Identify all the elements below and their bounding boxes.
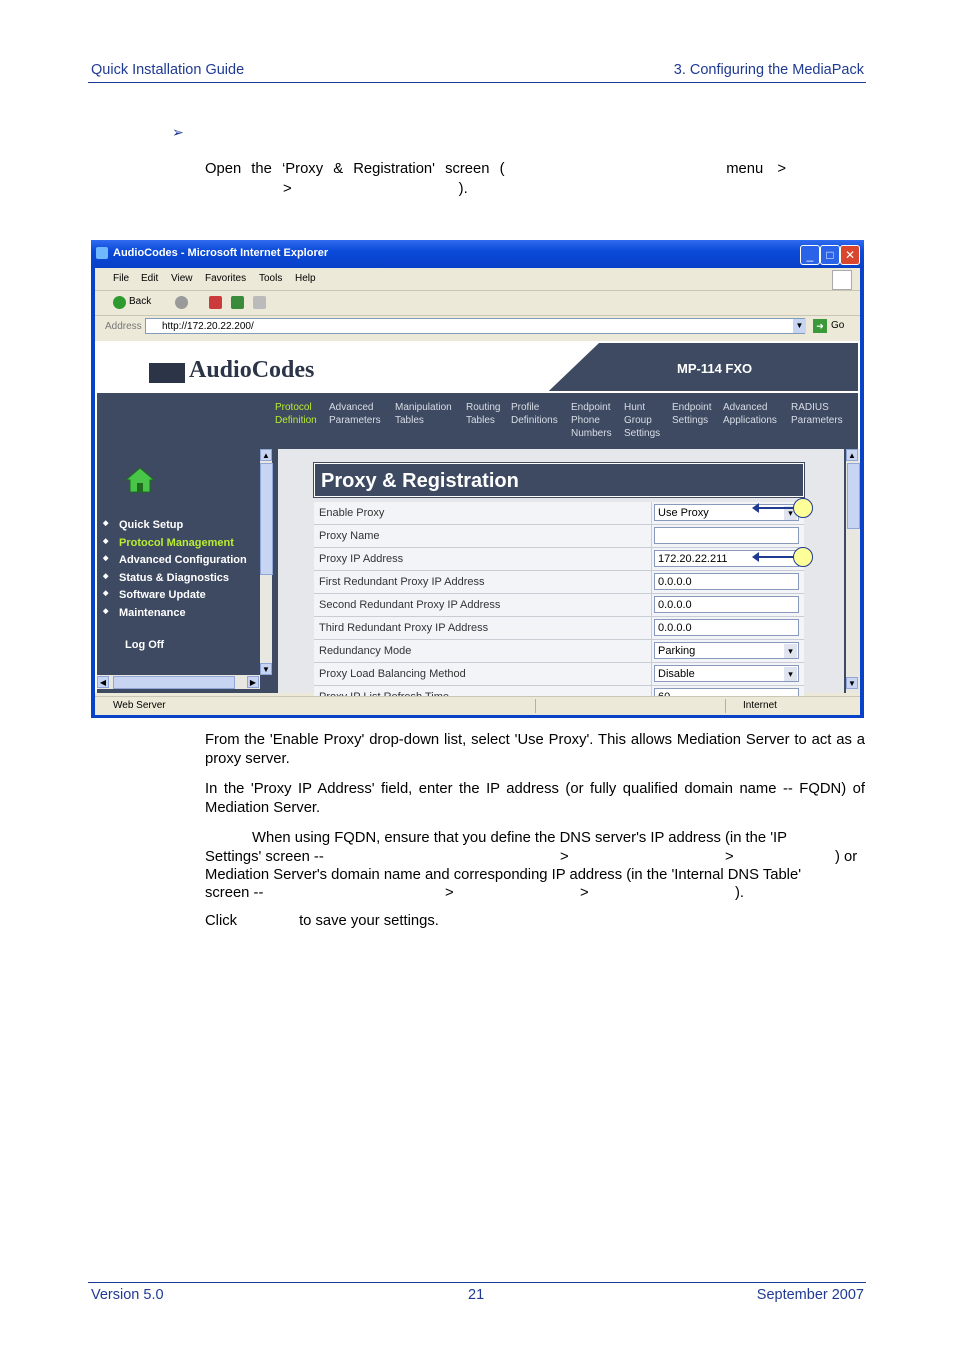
audiocodes-logo-icon (149, 363, 185, 383)
callout-marker-1 (793, 498, 813, 518)
status-zone: Internet (743, 700, 777, 711)
content-vertical-scrollbar[interactable] (846, 449, 860, 693)
side-item-software-update[interactable]: ◆ Software Update (119, 589, 206, 601)
status-text: Web Server (113, 700, 166, 711)
second-redundant-proxy-input[interactable]: 0.0.0.0 (654, 596, 799, 613)
content-scroll-thumb[interactable] (847, 463, 860, 529)
tab-protocol-definition[interactable]: Protocol Definition (275, 402, 317, 426)
note-text-g: ). (735, 885, 745, 901)
browser-menubar (95, 268, 860, 291)
footer-version: Version 5.0 (91, 1287, 164, 1303)
scroll-thumb[interactable] (260, 463, 273, 575)
note-line-2 (205, 848, 865, 866)
tab-advanced-parameters[interactable]: Advanced Parameters (329, 402, 381, 426)
browser-client (95, 268, 860, 714)
note-line-4 (205, 884, 865, 903)
tab-hunt-group-settings[interactable]: Hunt Group Settings (624, 402, 661, 439)
intro-paragraph (205, 160, 865, 198)
content-scroll-up-icon[interactable]: ▲ (846, 449, 858, 461)
tab-radius-parameters[interactable]: RADIUS Parameters (791, 402, 843, 426)
side-item-maintenance[interactable]: ◆ Maintenance (119, 607, 186, 619)
note-text-b: > (560, 848, 569, 865)
save-text-b: to save your settings. (299, 913, 439, 929)
procedure-bullet: ➢ (172, 124, 184, 140)
form-row (314, 663, 804, 686)
tab-manipulation-tables[interactable]: Manipulation Tables (395, 402, 452, 426)
browser-title: AudioCodes - Microsoft Internet Explorer (113, 247, 329, 259)
save-text-a: Click (205, 913, 238, 929)
footer-date: September 2007 (756, 1287, 864, 1303)
side-item-status-diagnostics[interactable]: ◆ Status & Diagnostics (119, 572, 229, 584)
tab-endpoint-phone-numbers[interactable]: Endpoint Phone Numbers (571, 402, 612, 439)
browser-toolbar (95, 291, 860, 316)
app-body (97, 393, 858, 693)
address-dropdown-icon[interactable]: ▼ (793, 319, 806, 333)
content-pane (278, 449, 844, 693)
menu-help[interactable]: Help (295, 273, 316, 284)
step-save (205, 912, 865, 931)
menu-favorites[interactable]: Favorites (205, 273, 247, 284)
field-label: Proxy IP Address (319, 553, 404, 565)
side-item-advanced-configuration[interactable]: ◆ Advanced Configuration (119, 554, 247, 566)
redundancy-mode-select[interactable]: Parking ▾ (654, 642, 799, 659)
intro-line-1 (205, 160, 865, 179)
forward-arrow-icon[interactable] (175, 296, 188, 309)
form-row (314, 548, 804, 571)
proxy-form (314, 502, 804, 709)
step-proxy-ip: In the 'Proxy IP Address' field, enter the IP address (or fully qualified domain name -- FQDN) of Mediation Server. (205, 781, 865, 816)
proxy-name-input[interactable] (654, 527, 799, 544)
close-button[interactable]: ✕ (840, 245, 860, 265)
tab-routing-tables[interactable]: Routing Tables (466, 402, 501, 426)
form-row (314, 640, 804, 663)
form-row (314, 525, 804, 548)
minimize-button[interactable]: _ (800, 245, 820, 265)
field-label: Proxy Load Balancing Method (319, 668, 466, 680)
logoff-link[interactable]: Log Off (125, 639, 165, 651)
note-text-a2: Settings' screen -- (205, 848, 324, 865)
step-enable-proxy: From the 'Enable Proxy' drop-down list, select 'Use Proxy'. This allows Mediation Server to act as a proxy server. (205, 732, 865, 767)
note-text-c: > (725, 848, 734, 865)
third-redundant-proxy-input[interactable]: 0.0.0.0 (654, 619, 799, 636)
web-page (95, 341, 860, 693)
form-row (314, 571, 804, 594)
tab-advanced-applications[interactable]: Advanced Applications (723, 402, 777, 426)
intro-gap (528, 160, 703, 179)
load-balancing-select[interactable]: Disable ▾ (654, 665, 799, 682)
menu-view[interactable]: View (171, 273, 193, 284)
ie-icon (96, 247, 108, 259)
note-line-1 (205, 829, 865, 848)
note-line-3: Mediation Server's domain name and corresponding IP address (in the 'Internal DNS Table' (205, 866, 802, 883)
stop-icon[interactable] (209, 296, 222, 309)
maximize-button[interactable]: □ (820, 245, 840, 265)
note-text-a: When using FQDN, ensure that you define the DNS server's IP address (in the 'IP (252, 830, 788, 846)
note-text-d: ) or (835, 848, 858, 865)
browser-window (91, 240, 864, 718)
callout-marker-2 (793, 547, 813, 567)
proxy-ip-input[interactable]: 172.20.22.211 (654, 550, 799, 567)
address-bar (95, 316, 860, 338)
footer-page-number: 21 (468, 1287, 485, 1303)
field-label: Second Redundant Proxy IP Address (319, 599, 501, 611)
menu-edit[interactable]: Edit (141, 273, 159, 284)
print-icon[interactable] (253, 296, 266, 309)
first-redundant-proxy-input[interactable]: 0.0.0.0 (654, 573, 799, 590)
field-label: Enable Proxy (319, 507, 385, 519)
note-text-e: > (445, 885, 454, 901)
enable-proxy-select[interactable]: Use Proxy ▾ (654, 504, 799, 521)
address-label: Address (105, 321, 142, 332)
intro-text-b: menu > (726, 161, 786, 177)
hscroll-thumb[interactable] (113, 676, 235, 689)
intro-text-a: Open the ‘Proxy & Registration' screen ( (205, 161, 505, 177)
go-arrow-icon[interactable]: ➜ (813, 319, 827, 333)
note-text-d2: screen -- (205, 885, 264, 901)
side-item-quick-setup[interactable]: ◆ Quick Setup (119, 519, 183, 531)
go-button[interactable]: Go (831, 320, 845, 331)
intro-text-d: ). (458, 180, 468, 197)
header-doc-title: Quick Installation Guide (91, 62, 245, 78)
side-vertical-scrollbar[interactable] (260, 449, 272, 675)
back-arrow-icon[interactable] (113, 296, 126, 309)
field-label: First Redundant Proxy IP Address (319, 576, 485, 588)
field-label: Proxy Name (319, 530, 380, 542)
fqdn-note (205, 829, 865, 903)
side-horizontal-scrollbar[interactable] (97, 675, 260, 689)
menu-file[interactable]: File (113, 273, 130, 284)
scroll-left-icon[interactable]: ◀ (97, 676, 109, 688)
audiocodes-logo: AudioCodes (189, 357, 315, 383)
content-scroll-down-icon[interactable]: ▼ (846, 677, 858, 689)
field-label: Third Redundant Proxy IP Address (319, 622, 489, 634)
header-chapter: 3. Configuring the MediaPack (673, 62, 864, 78)
footer-rule (88, 1282, 866, 1283)
form-row (314, 617, 804, 640)
intro-text-c: > (283, 180, 292, 197)
scroll-up-icon[interactable]: ▲ (260, 449, 272, 461)
form-row (314, 594, 804, 617)
windows-logo-icon (832, 270, 852, 290)
address-input[interactable]: http://172.20.22.200/ (145, 318, 805, 334)
menu-tools[interactable]: Tools (259, 273, 283, 284)
browser-statusbar (95, 696, 860, 715)
header-rule (88, 82, 866, 83)
callout-arrow-2 (758, 556, 794, 558)
tab-profile-definitions[interactable]: Profile Definitions (511, 402, 558, 426)
product-name: MP-114 FXO (677, 361, 753, 376)
home-icon[interactable] (125, 467, 155, 493)
back-button[interactable]: Back (129, 296, 152, 307)
intro-line-2 (205, 180, 865, 199)
page-title: Proxy & Registration (314, 463, 804, 497)
tab-endpoint-settings[interactable]: Endpoint Settings (672, 402, 712, 426)
browser-titlebar (91, 240, 864, 268)
scroll-right-icon[interactable]: ▶ (247, 676, 259, 688)
refresh-icon[interactable] (231, 296, 244, 309)
note-text-f: > (580, 885, 589, 901)
side-item-protocol-management[interactable]: ◆ Protocol Management (119, 537, 234, 549)
callout-arrow-1 (758, 507, 794, 509)
scroll-down-icon[interactable]: ▼ (260, 663, 272, 675)
form-row (314, 502, 804, 525)
field-label: Redundancy Mode (319, 645, 412, 657)
app-banner (97, 343, 858, 391)
